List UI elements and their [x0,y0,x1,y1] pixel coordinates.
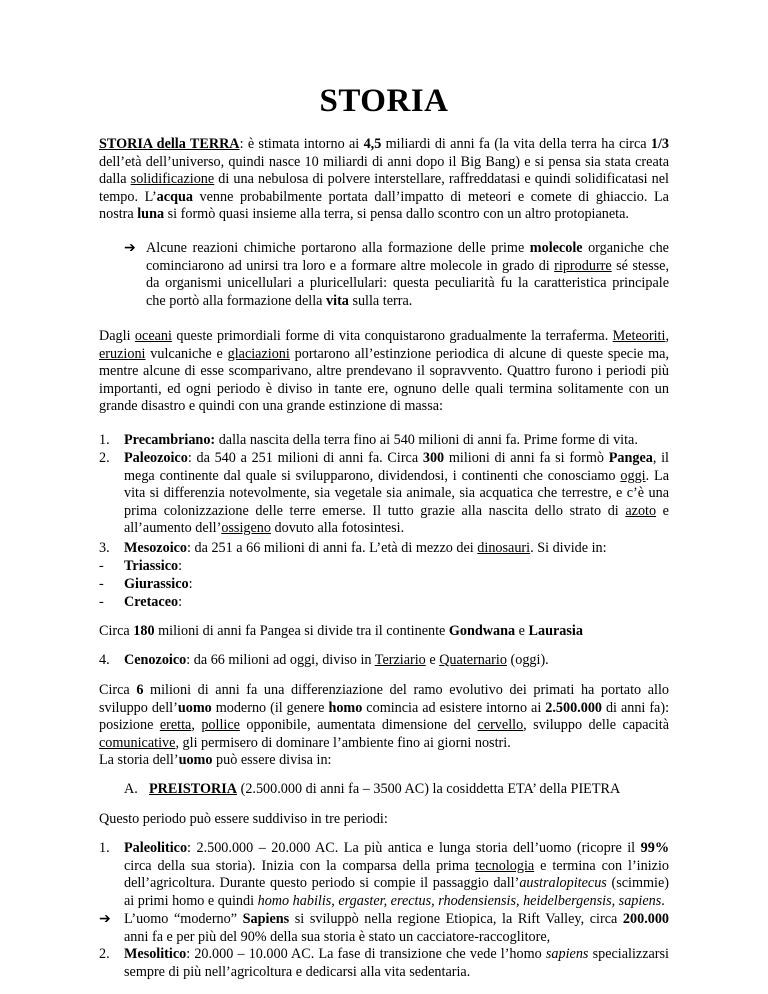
intro-label: STORIA della TERRA [99,136,240,152]
list-item-paleozoico: 2. Paleozoico: da 540 a 251 milioni di anni fa. Circa 300 milioni di anni fa si formò Pangea, il mega continente dal quale si svilupparono, dividendosi, i continenti che conosciamo oggi. La vita si differenzia notevolmente, sia vegetale sia animale, sia acquatica che terrestre, e c’è una prima colonizzazione delle terre emerse. Il tutto grazie alla nascita dello strato di azoto e all’aumento dell’ossigeno dovuto alla fotosintesi. [99,450,669,537]
uomo-paragraph: Circa 6 milioni di anni fa una differenziazione del ramo evolutivo dei primati ha portato allo sviluppo dell’uomo moderno (il genere homo comincia ad esistere intorno ai 2.500.000 di anni fa): posizione eretta, pollice opponibile, aumentata dimensione del cervello, sviluppo delle capacità comunicative, gli permisero di dominare l’ambiente fino ai giorni nostri. [99,682,670,751]
sub-item-cretaceo: - Cretaceo: [99,594,183,610]
arrow-bullet-molecole: ➔ Alcune reazioni chimiche portarono alla formazione delle prime molecole organiche che cominciarono ad unirsi tra loro e a formare altre molecole in grado di riprodurre sé stesse, da organismi unicellulari a pluricellulari: questa peculiarità fu la caratteristica principale che portò alla formazione della vita sulla terra. [124,240,670,309]
list-item-cenozoico: 4. Cenozoico: da 66 milioni ad oggi, diviso in Terziario e Quaternario (oggi). [99,652,549,668]
arrow-right-icon: ➔ [124,241,136,256]
gondwana-paragraph: Circa 180 milioni di anni fa Pangea si divide tra il continente Gondwana e Laurasia [99,623,583,639]
sub-item-giurassico: - Giurassico: [99,576,193,592]
arrow-right-icon: ➔ [99,911,111,927]
list-item-precambriano: 1. Precambriano: dalla nascita della terra fino ai 540 milioni di anni fa. Prime forme di vita. [99,432,638,448]
storia-uomo-paragraph: La storia dell’uomo può essere divisa in: [99,752,332,768]
sub-item-triassico: - Triassico: [99,558,183,574]
list-item-paleolitico: 1. Paleolitico: 2.500.000 – 20.000 AC. La più antica e lunga storia dell’uomo (ricopre il 99% circa della sua storia). Inizia con la comparsa della prima tecnologia e termina con l’inizio dell’agricoltura. Durante questo periodo si compie il passaggio dall’australopitecus (scimmie) ai primi homo e quindi homo habilis, ergaster, erectus, rhodensiensis, heidelbergensis, sapiens. [99,840,669,909]
list-item-mesozoico: 3. Mesozoico: da 251 a 66 milioni di anni fa. L’età di mezzo dei dinosauri. Si divide in: [99,540,607,556]
list-item-mesolitico: 2. Mesolitico: 20.000 – 10.000 AC. La fase di transizione che vede l’homo sapiens specializzarsi sempre di più nell’agricoltura e dedicarsi alla vita sedentaria. [99,946,669,980]
arrow-bullet-sapiens: ➔ L’uomo “moderno” Sapiens si sviluppò nella regione Etiopica, la Rift Valley, circa 200.000 anni fa e per più del 90% della sua storia è stato un cacciatore-raccoglitore, [99,911,670,945]
list-item-preistoria: A. PREISTORIA (2.500.000 di anni fa – 3500 AC) la cosiddetta ETA’ della PIETRA [124,781,621,797]
intro-paragraph: STORIA della TERRA: è stimata intorno ai 4,5 miliardi di anni fa (la vita della terra ha circa 1/3 dell’età dell’universo, quindi nasce 10 miliardi di anni dopo il Big Bang) e si pensa sia stata creata dalla solidificazione di una nebulosa di polvere interstellare, raffreddatasi e quindi solidificatasi nel tempo. L’acqua venne probabilmente portata dall’impatto di meteori e comete di ghiaccio. La nostra luna si formò quasi insieme alla terra, si pensa dallo scontro con un altro protopianeta. [99,136,669,223]
periodi-paragraph: Questo periodo può essere suddiviso in tre periodi: [99,811,388,827]
page-title: STORIA [319,83,449,119]
oceani-paragraph: Dagli oceani queste primordiali forme di vita conquistarono gradualmente la terraferma. Meteoriti, eruzioni vulcaniche e glaciazioni portarono all’estinzione periodica di alcune di queste specie ma, mentre alcune di esse scomparivano, altre prendevano il sopravvento. Quattro furono i periodi più importanti, ed ogni periodo è diviso in tante ere, ognuno delle quali termina solitamente con un grande disastro e quindi con una grande estinzione di massa: [99,328,669,415]
